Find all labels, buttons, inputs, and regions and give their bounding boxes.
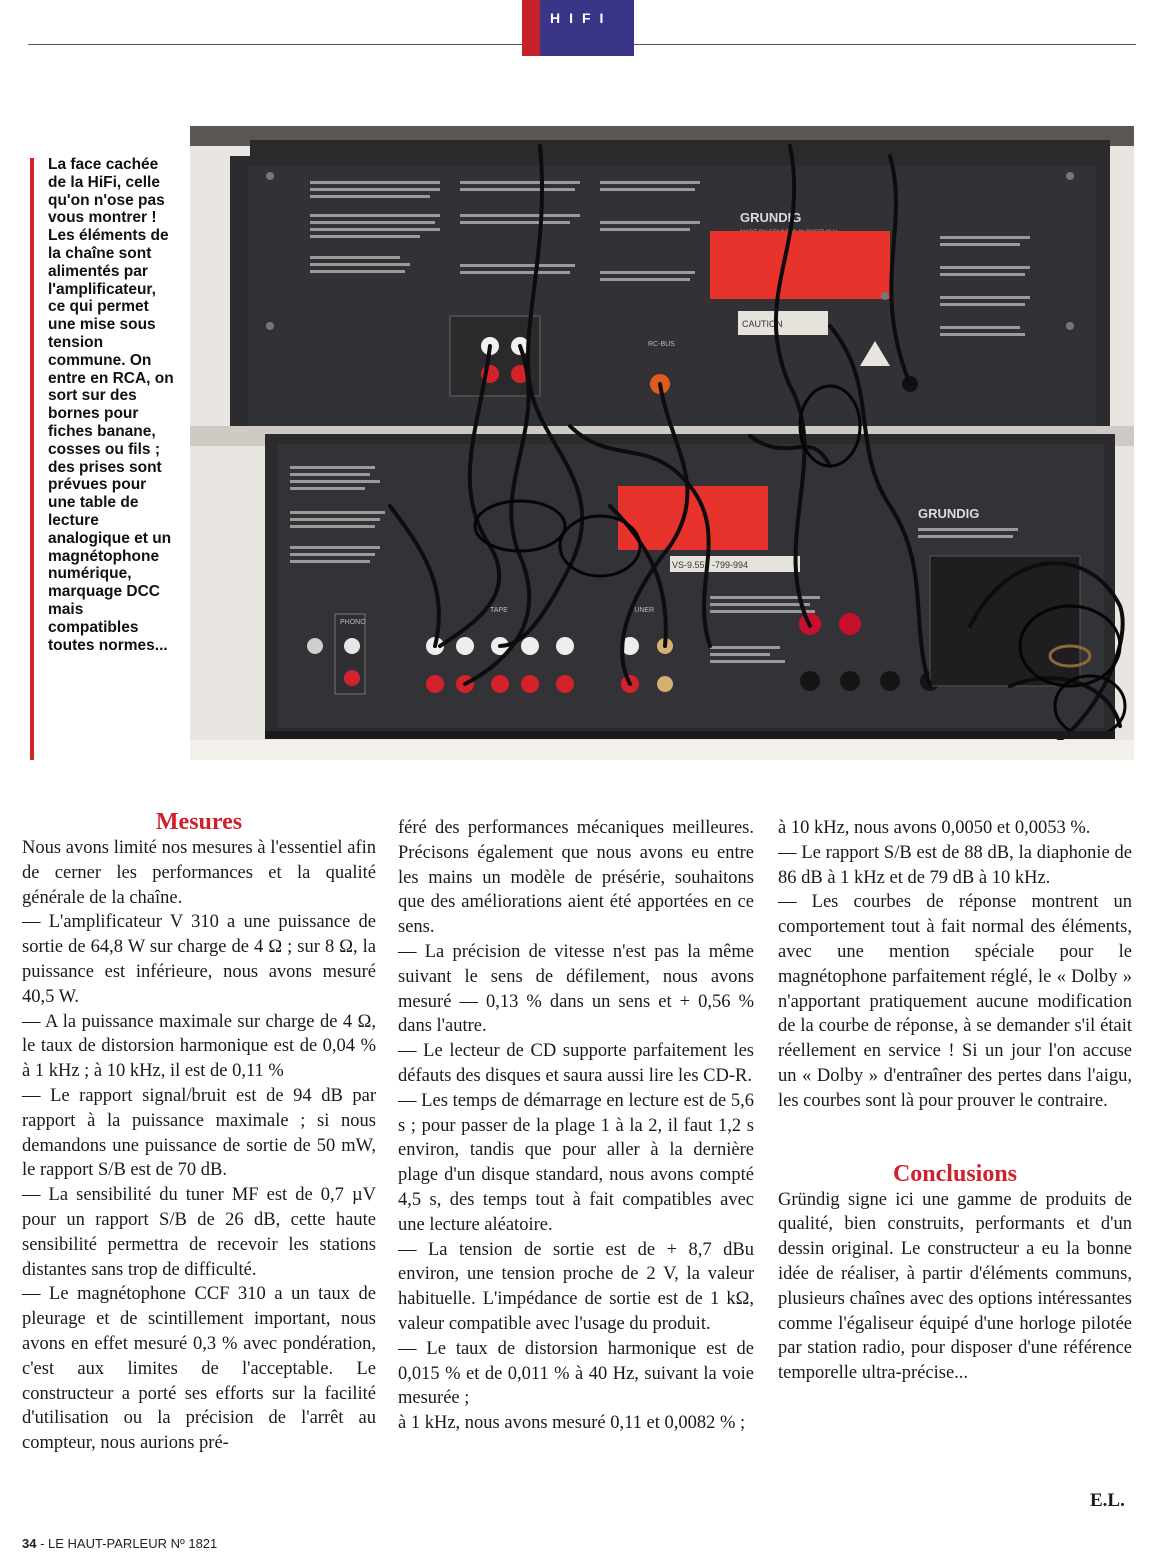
tape-label: TAPE bbox=[490, 607, 508, 614]
page-number: 34 bbox=[22, 1536, 37, 1551]
article-column-3 bbox=[778, 816, 1132, 1386]
section-tab-body bbox=[540, 0, 634, 56]
paragraph: — La tension de sortie est de + 8,7 dBu environ, une tension proche de 2 V, la valeur habituelle. L'impédance de sortie est de 1 kΩ, valeur compatible avec l'usage du produit. bbox=[398, 1239, 754, 1334]
brand-upper: GRUNDIG bbox=[740, 210, 802, 225]
paragraph: — Le rapport signal/bruit est de 94 dB par rapport à la puissance maximale ; si nous demandons une puissance de sortie de 50 mW, le rapport S/B est de 70 dB. bbox=[22, 1085, 376, 1181]
tuner-label: TUNER bbox=[630, 607, 655, 614]
paragraph: — La sensibilité du tuner MF est de 0,7 µV pour un rapport S/B de 26 dB, cette haute sensibilité permettra de recevoir les stations distantes sans trop de difficulté. bbox=[22, 1185, 376, 1280]
section-label: HIFI bbox=[550, 10, 613, 26]
hifi-rear-photo bbox=[190, 126, 1134, 760]
section-spacer bbox=[778, 1114, 1132, 1160]
phono-label: PHONO bbox=[340, 619, 366, 626]
paragraph: Nous avons limité nos mesures à l'essentiel afin de cerner les performances et la qualité générale de la chaîne. bbox=[22, 838, 376, 908]
conclusion-paragraph: Gründig signe ici une gamme de produits de qualité, bien construits, performants et d'un dessin original. Le constructeur a eu la bonne idée de réaliser, à partir d'éléments communs, plusieurs chaînes avec des options intéressantes comme l'égaliseur équipé d'une horloge pilotée par station radio, pour disposer d'une référence temporelle ultra-précise... bbox=[778, 1189, 1132, 1384]
rc-bus-label: RC-BUS bbox=[648, 341, 675, 348]
paragraph: — A la puissance maximale sur charge de 4 Ω, le taux de distorsion harmonique est de 0,04 % à 1 kHz ; à 10 kHz, il est de 0,11 % bbox=[22, 1011, 376, 1082]
paragraph: à 1 kHz, nous avons mesuré 0,11 et 0,0082 % ; bbox=[398, 1413, 746, 1434]
warning-label-upper bbox=[710, 231, 890, 299]
photo-caption: La face cachée de la HiFi, celle qu'on n'ose pas vous montrer ! Les éléments de la chaîne sont alimentés par l'amplificateur, ce qui permet une mise sous tension commune. On entre en RCA, on sort sur des bornes pour fiches banane, cosses ou fils ; des prises sont prévues pour une table de lecture analogique et un magnétophone numérique, marquage DCC mais compatibles toutes normes... bbox=[48, 156, 174, 654]
page-footer bbox=[22, 1536, 217, 1551]
section-tab bbox=[522, 0, 634, 56]
paragraph: — Les courbes de réponse montrent un comportement tout à fait normal des éléments, avec une mention spéciale pour le magnétophone parfaitement réglé, le « Dolby » n'apportant pratiquement aucune modification de la courbe de réponse, à se demander s'il était réellement en service ! Si un jour l'on accuse un « Dolby » d'entraîner des pertes dans l'aigu, les courbes sont là pour prouver le contraire. bbox=[778, 892, 1132, 1111]
paragraph: — Les temps de démarrage en lecture est de 5,6 s ; pour passer de la plage 1 à la 2, il faut 1,2 s environ, tandis que pour aller à la dernière plage d'un disque standard, nous avons compté 4,5 s, des temps tout à fait compatibles avec une lecture aléatoire. bbox=[398, 1090, 754, 1235]
paragraph: — Le taux de distorsion harmonique est de 0,015 % et de 0,011 % à 40 Hz, suivant la voie mesurée ; bbox=[398, 1338, 754, 1409]
paragraph: féré des performances mécaniques meilleures. Précisons également que nous avons eu entre les mains un modèle de présérie, souhaitons que des améliorations aient été apportées en ce sens. bbox=[398, 818, 754, 938]
paragraph: — Le magnétophone CCF 310 a un taux de pleurage et de scintillement important, nous avons en effet mesuré 0,3 % avec pondération, c'est aux limites de l'acceptable. Le constructeur a porté ses efforts sur la facilité d'utilisation ou la précision de l'arrêt au compteur, nous aurions pré- bbox=[22, 1284, 376, 1454]
brand-lower: GRUNDIG bbox=[918, 506, 980, 521]
section-title-mesures: Mesures bbox=[155, 809, 243, 835]
paragraph: à 10 kHz, nous avons 0,0050 et 0,0053 %. bbox=[778, 818, 1091, 838]
article-column-2 bbox=[398, 816, 754, 1436]
vs-label: VS-9.553 -799-994 bbox=[672, 560, 749, 570]
article-column-1 bbox=[22, 808, 376, 1456]
paragraph: — Le rapport S/B est de 88 dB, la diaphonie de 86 dB à 1 kHz et de 79 dB à 10 kHz. bbox=[778, 842, 1132, 888]
section-tab-accent bbox=[522, 0, 540, 56]
caption-accent-bar bbox=[30, 158, 34, 760]
paragraph: — L'amplificateur V 310 a une puissance de sortie de 64,8 W sur charge de 4 Ω ; sur 8 Ω, la puissance est inférieure, nous avons mesuré 40,5 W. bbox=[22, 912, 376, 1007]
paragraph: — La précision de vitesse n'est pas la même suivant le sens de défilement, nous avons mesuré — 0,13 % dans un sens et + 0,56 % dans l'autre. bbox=[398, 941, 754, 1037]
publication-name: - LE HAUT-PARLEUR Nº 1821 bbox=[40, 1536, 218, 1551]
paragraph: — Le lecteur de CD supporte parfaitement les défauts des disques et saura aussi lire les CD-R. bbox=[398, 1041, 754, 1086]
author-signature: E.L. bbox=[1090, 1490, 1125, 1511]
caution-label: CAUTION bbox=[742, 319, 783, 329]
section-title-conclusions: Conclusions bbox=[892, 1160, 1018, 1187]
